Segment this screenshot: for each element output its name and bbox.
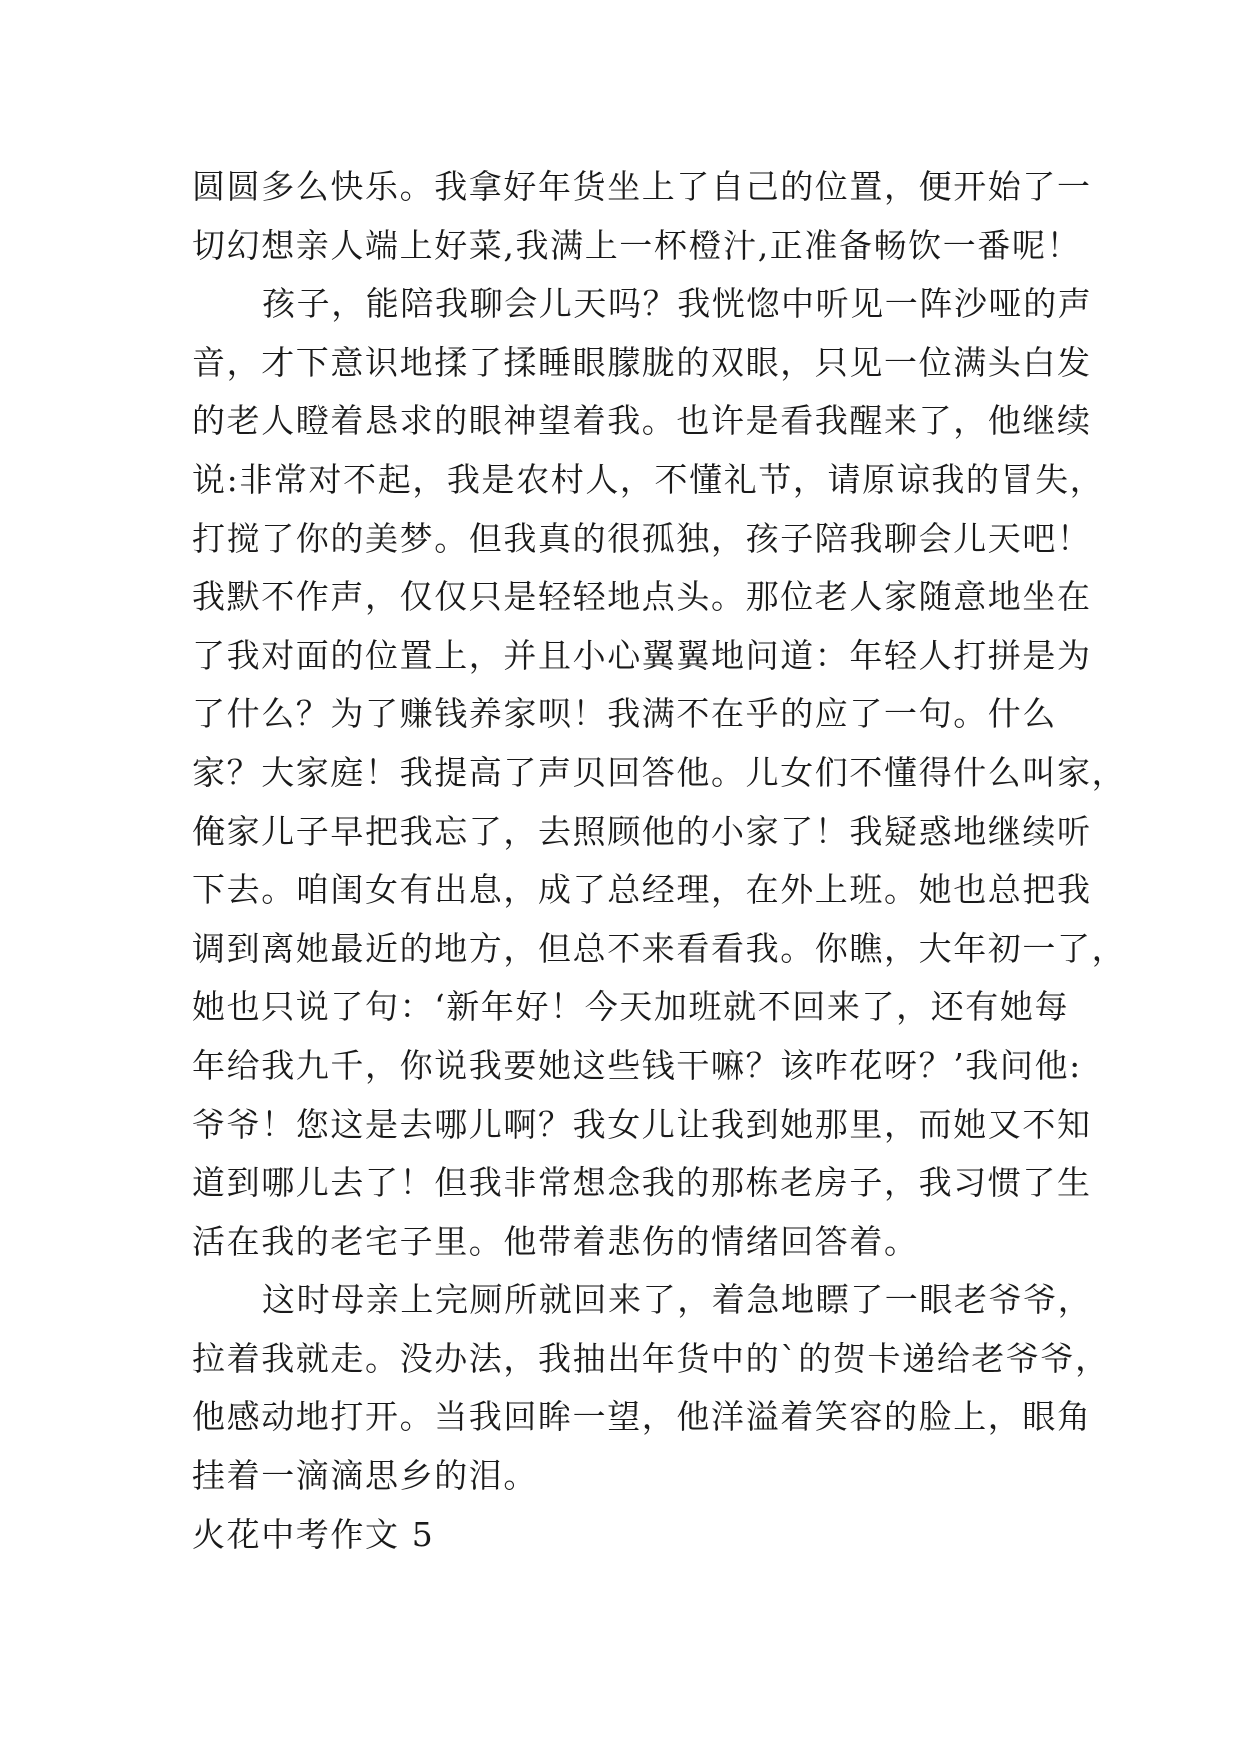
paragraph-2 [192, 275, 1127, 1271]
text-line: 说:非常对不起，我是农村人，不懂礼节，请原谅我的冒失， [192, 459, 1105, 499]
text-line: 他感动地打开。当我回眸一望，他洋溢着笑容的脸上，眼角 [192, 1397, 1092, 1437]
text-line: 了什么？为了赚钱养家呗！我满不在乎的应了一句。什么 [192, 694, 1057, 734]
text-line: 年给我九千，你说我要她这些钱干嘛？该咋花呀？’我问他: [192, 1045, 1082, 1085]
paragraph-3 [192, 1271, 1110, 1505]
text-line: 活在我的老宅子里。他带着悲伤的情绪回答着。 [192, 1221, 919, 1261]
text-line: 了我对面的位置上，并且小心翼翼地问道：年轻人打拼是为 [192, 635, 1092, 675]
text-line: 下去。咱闺女有出息，成了总经理，在外上班。她也总把我 [192, 870, 1092, 910]
text-line: 我默不作声，仅仅只是轻轻地点头。那位老人家随意地坐在 [192, 577, 1092, 617]
paragraph-1 [192, 158, 1092, 275]
text-line: 她也只说了句：‘新年好！今天加班就不回来了，还有她每 [192, 987, 1070, 1027]
text-line: 调到离她最近的地方，但总不来看看我。你瞧，大年初一了， [192, 928, 1127, 968]
text-line: 爷爷！您这是去哪儿啊？我女儿让我到她那里，而她又不知 [192, 1104, 1092, 1144]
text-line: 俺家儿子早把我忘了，去照顾他的小家了！我疑惑地继续听 [192, 811, 1092, 851]
section-heading: 火花中考作文 5 [192, 1514, 435, 1554]
document-body [192, 158, 1127, 1564]
text-line: 道到哪儿去了！但我非常想念我的那栋老房子，我习惯了生 [192, 1163, 1092, 1203]
text-line: 家？大家庭！我提高了声贝回答他。儿女们不懂得什么叫家， [192, 752, 1127, 792]
text-line: 拉着我就走。没办法，我抽出年货中的`的贺卡递给老爷爷， [192, 1338, 1110, 1378]
text-line: 切幻想亲人端上好菜,我满上一杯橙汁,正准备畅饮一番呢！ [192, 225, 1082, 265]
text-line: 圆圆多么快乐。我拿好年货坐上了自己的位置，便开始了一 [192, 167, 1092, 206]
text-line: 挂着一滴滴思乡的泪。 [192, 1456, 538, 1496]
text-line: 音，才下意识地揉了揉睡眼朦胧的双眼，只见一位满头白发 [192, 342, 1092, 382]
text-line: 打搅了你的美梦。但我真的很孤独，孩子陪我聊会儿天吧！ [192, 518, 1092, 558]
text-line: 孩子，能陪我聊会儿天吗？我恍惚中听见一阵沙哑的声 [262, 284, 1093, 324]
text-line: 的老人瞪着恳求的眼神望着我。也许是看我醒来了，他继续 [192, 401, 1092, 441]
text-line: 这时母亲上完厕所就回来了，着急地瞟了一眼老爷爷， [262, 1280, 1093, 1320]
